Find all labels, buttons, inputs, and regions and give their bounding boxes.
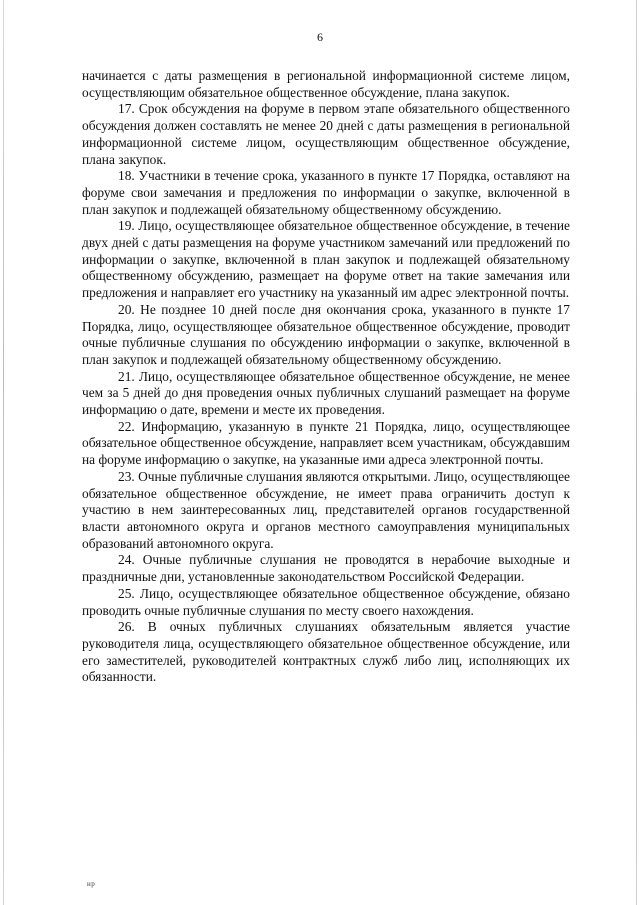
- paragraph-21: 21. Лицо, осуществляющее обязательное общественное обсуждение, не менее чем за 5 дней до дня проведения очных публичных слушаний размещает на форуме информацию о дате, времени и месте их проведения.: [82, 368, 570, 418]
- paragraph-17: 17. Срок обсуждения на форуме в первом этапе обязательного общественного обсуждения должен составлять не менее 20 дней с даты размещения в региональной информационной системе лицом, осуществляющим общественное обсуждение, плана закупок.: [82, 101, 570, 167]
- page-number: 6: [317, 30, 323, 44]
- paragraph-24: 24. Очные публичные слушания не проводятся в нерабочие выходные и праздничные дни, установленные законодательством Российской Федерации.: [82, 552, 570, 585]
- paragraph-19: 19. Лицо, осуществляющее обязательное общественное обсуждение, в течение двух дней с даты размещения на форуме участником замечаний или предложений по информации о закупке, включенной в план закупок и подлежащей обязательному общественному обсуждению, размещает на форуме ответ на такие замечания или предложения и направляет его участнику на указанный им адрес электронной почты.: [82, 218, 570, 301]
- document-body: [82, 68, 570, 686]
- scan-right-edge: [636, 0, 637, 905]
- paragraph-continuation: начинается с даты размещения в региональной информационной системе лицом, осуществляющим обязательное общественное обсуждение, плана закупок.: [82, 68, 570, 100]
- paragraph-18: 18. Участники в течение срока, указанного в пункте 17 Порядка, оставляют на форуме свои замечания и предложения по информации о закупке, включенной в план закупок и подлежащей обязательному общественному обсуждению.: [82, 168, 570, 217]
- scan-left-edge: [3, 0, 4, 905]
- paragraph-20: 20. Не позднее 10 дней после дня окончания срока, указанного в пункте 17 Порядка, лицо, осуществляющее обязательное общественное обсуждение, проводит очные публичные слушания по обсуждению информации о закупке, включенной в план закупок и подлежащей обязательному общественному обсуждению.: [82, 301, 570, 367]
- paragraph-25: 25. Лицо, осуществляющее обязательное общественное обсуждение, обязано проводить очные публичные слушания по месту своего нахождения.: [82, 585, 570, 618]
- footer-code: нр: [87, 880, 96, 888]
- paragraph-23: 23. Очные публичные слушания являются открытыми. Лицо, осуществляющее обязательное общественное обсуждение, не имеет права ограничить доступ к участию в нем заинтересованных лиц, представителей органов государственной власти автономного округа и органов местного самоуправления муниципальных образований автономного округа.: [82, 468, 570, 551]
- paragraph-22: 22. Информацию, указанную в пункте 21 Порядка, лицо, осуществляющее обязательное общественное обсуждение, направляет всем участникам, обсуждавшим на форуме информацию о закупке, на указанные ими адреса электронной почты.: [82, 418, 570, 468]
- paragraph-26: 26. В очных публичных слушаниях обязательным является участие руководителя лица, осуществляющего обязательное общественное обсуждение, или его заместителей, руководителей контрактных служб либо лиц, исполняющих их обязанности.: [82, 619, 570, 685]
